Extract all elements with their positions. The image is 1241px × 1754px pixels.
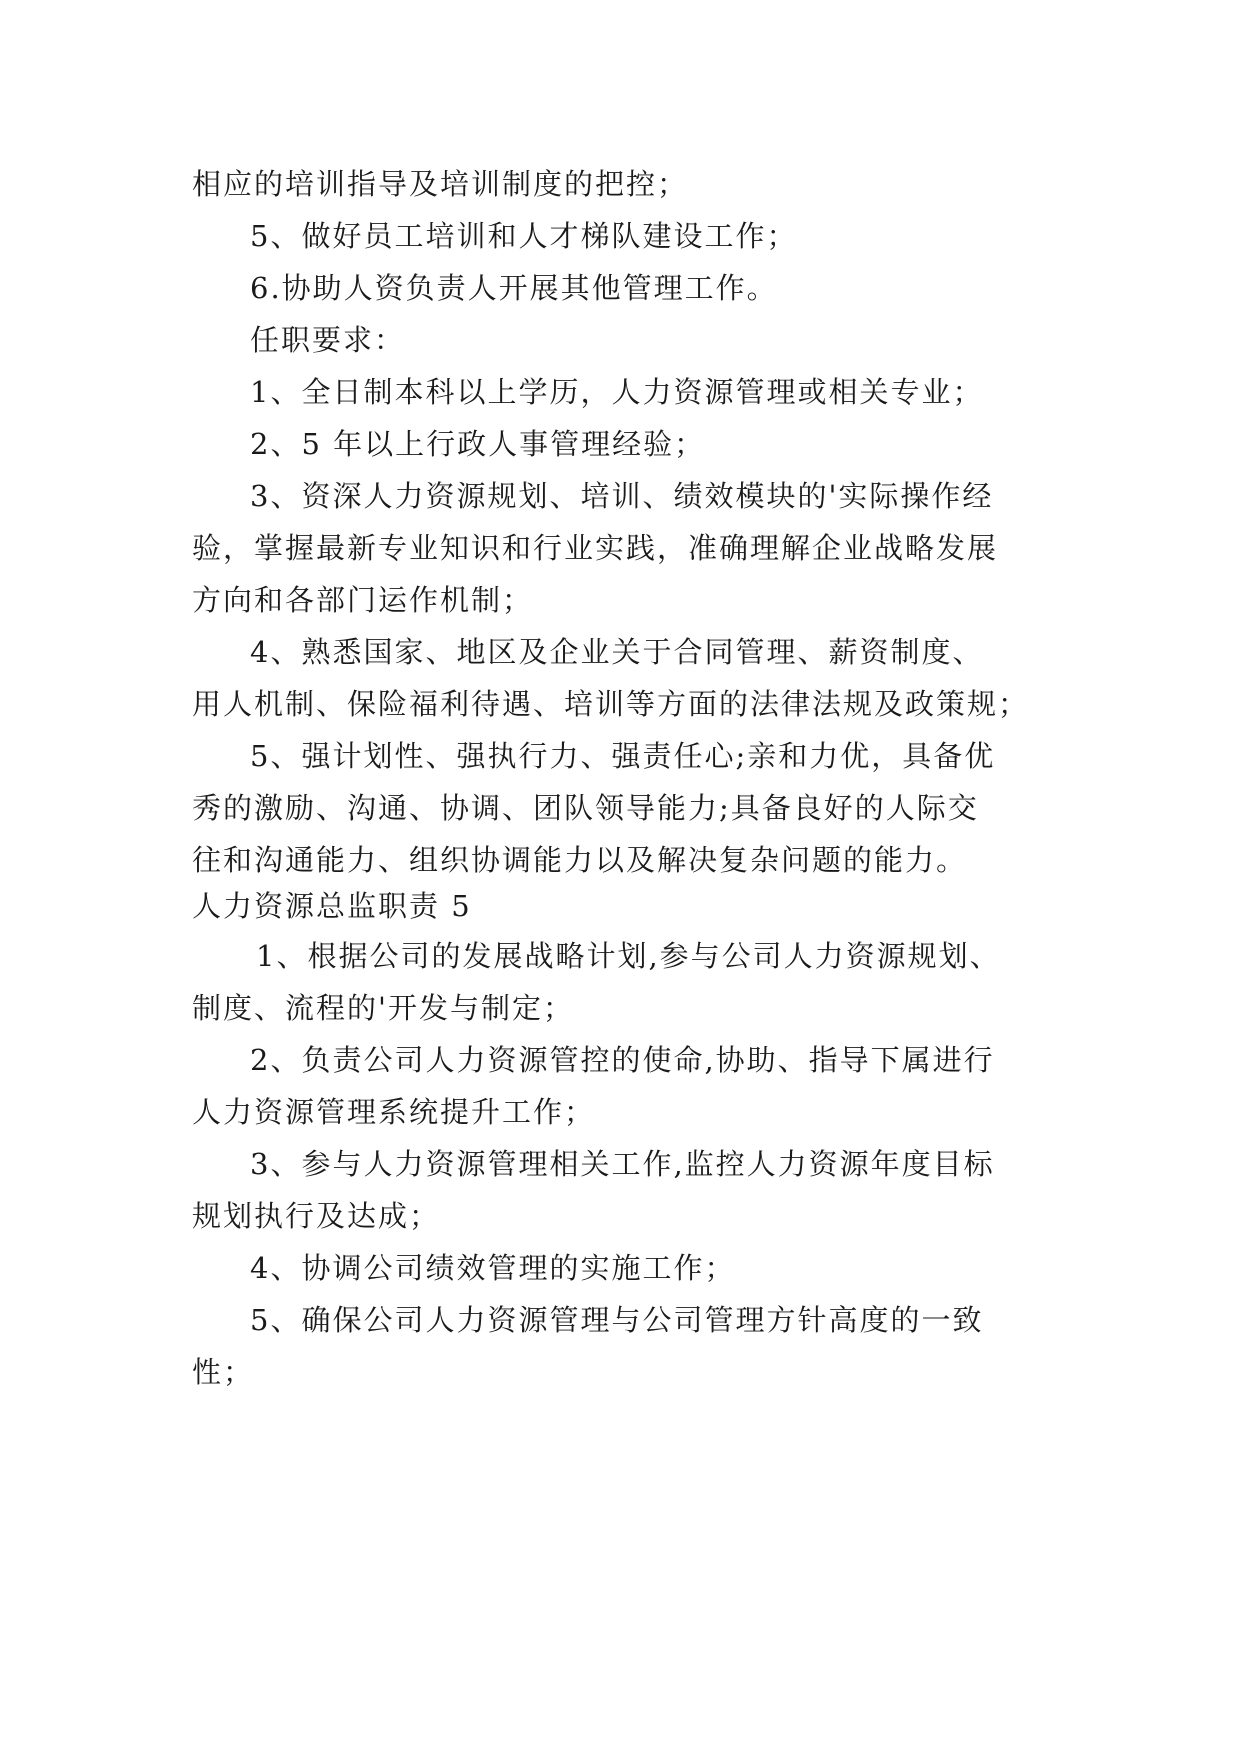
body-line: 规划执行及达成； [192,1199,441,1233]
body-line: 制度、流程的'开发与制定； [192,991,574,1025]
list-item: 2、负责公司人力资源管控的使命,协助、指导下属进行 [250,1043,995,1077]
section-title: 人力资源总监职责 5 [192,889,472,923]
list-item: 3、资深人力资源规划、培训、绩效模块的'实际操作经 [250,479,994,513]
list-item: 2、5 年以上行政人事管理经验； [250,427,706,461]
list-item: 4、协调公司绩效管理的实施工作； [250,1251,736,1285]
body-line: 性； [192,1355,255,1389]
body-line: 秀的激励、沟通、协调、团队领导能力;具备良好的人际交 [192,791,979,825]
body-line: 人力资源管理系统提升工作； [192,1095,596,1129]
body-line: 往和沟通能力、组织协调能力以及解决复杂问题的能力。 [192,843,968,877]
body-line: 相应的培训指导及培训制度的把控； [192,167,689,201]
list-item: 1、全日制本科以上学历，人力资源管理或相关专业； [250,375,984,409]
list-item: 1、根据公司的发展战略计划,参与公司人力资源规划、 [256,939,1001,973]
body-line: 用人机制、保险福利待遇、培训等方面的法律法规及政策规； [192,687,1030,721]
list-item: 5、做好员工培训和人才梯队建设工作； [250,219,798,253]
body-line: 验，掌握最新专业知识和行业实践，准确理解企业战略发展 [192,531,999,565]
list-item: 5、确保公司人力资源管理与公司管理方针高度的一致 [250,1303,984,1337]
list-item: 5、强计划性、强执行力、强责任心;亲和力优，具备优 [250,739,996,773]
list-item: 6.协助人资负责人开展其他管理工作。 [250,271,778,305]
list-item: 4、熟悉国家、地区及企业关于合同管理、薪资制度、 [250,635,984,669]
body-line: 方向和各部门运作机制； [192,583,534,617]
list-item: 3、参与人力资源管理相关工作,监控人力资源年度目标 [250,1147,995,1181]
section-heading: 任职要求： [250,323,406,357]
